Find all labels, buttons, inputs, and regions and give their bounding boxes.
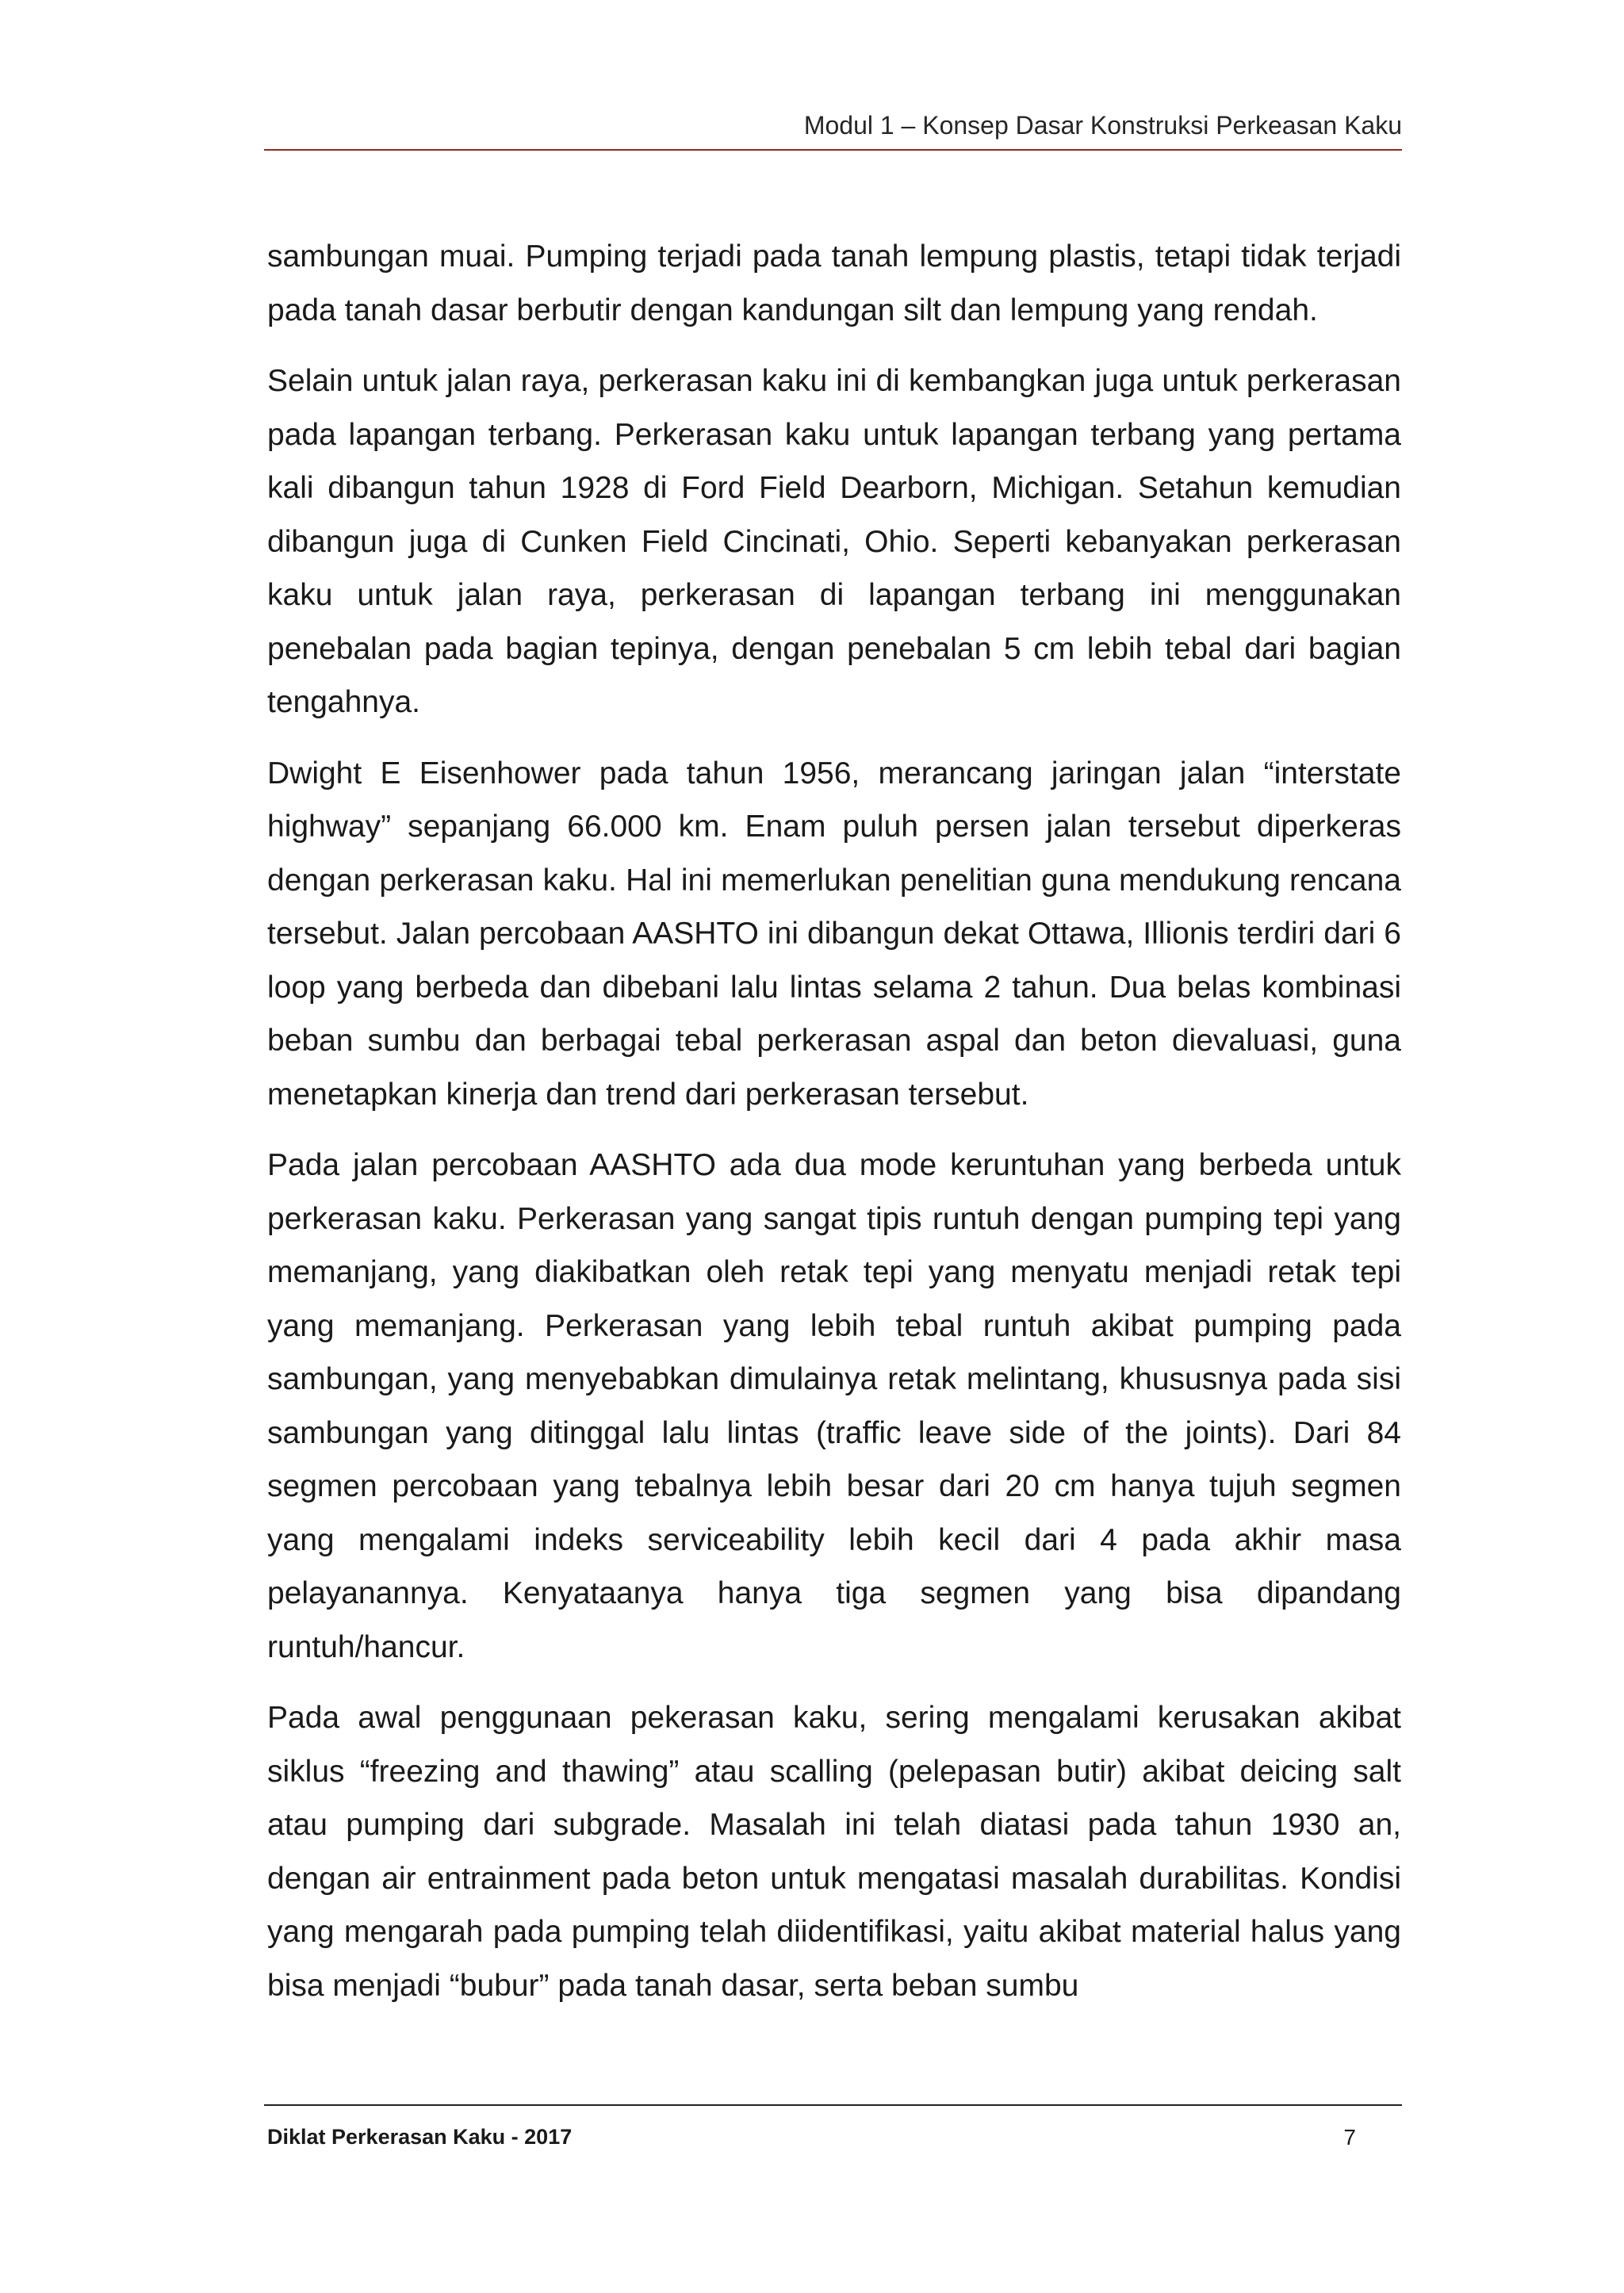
header-divider — [264, 149, 1402, 151]
running-header: Modul 1 – Konsep Dasar Konstruksi Perkeasan Kaku — [803, 111, 1402, 140]
footer-divider — [264, 2104, 1402, 2106]
footer-course-title: Diklat Perkerasan Kaku - 2017 — [267, 2125, 573, 2149]
paragraph: Pada jalan percobaan AASHTO ada dua mode keruntuhan yang berbeda untuk perkerasan kaku. Perkerasan yang sangat tipis runtuh dengan pumping tepi yang memanjang, yang diakibatkan oleh retak tepi yang menyatu menjadi retak tepi yang memanjang. Perkerasan yang lebih tebal runtuh akibat pumping pada sambungan, yang menyebabkan dimulainya retak melintang, khususnya pada sisi sambungan yang ditinggal lalu lintas (traffic leave side of the joints). Dari 84 segmen percobaan yang tebalnya lebih besar dari 20 cm hanya tujuh segmen yang mengalami indeks serviceability lebih kecil dari 4 pada akhir masa pelayanannya. Kenyataanya hanya tiga segmen yang bisa dipandang runtuh/hancur. — [267, 1148, 1401, 1664]
body-text — [267, 230, 1401, 2030]
paragraph: sambungan muai. Pumping terjadi pada tanah lempung plastis, tetapi tidak terjadi pada tanah dasar berbutir dengan kandungan silt dan lempung yang rendah. — [267, 239, 1401, 327]
paragraph: Pada awal penggunaan pekerasan kaku, sering mengalami kerusakan akibat siklus “freezing and thawing” atau scalling (pelepasan butir) akibat deicing salt atau pumping dari subgrade. Masalah ini telah diatasi pada tahun 1930 an, dengan air entrainment pada beton untuk mengatasi masalah durabilitas. Kondisi yang mengarah pada pumping telah diidentifikasi, yaitu akibat material halus yang bisa menjadi “bubur” pada tanah dasar, serta beban sumbu — [267, 1701, 1401, 2003]
paragraph: Selain untuk jalan raya, perkerasan kaku ini di kembangkan juga untuk perkerasan pada lapangan terbang. Perkerasan kaku untuk lapangan terbang yang pertama kali dibangun tahun 1928 di Ford Field Dearborn, Michigan. Setahun kemudian dibangun juga di Cunken Field Cincinati, Ohio. Seperti kebanyakan perkerasan kaku untuk jalan raya, perkerasan di lapangan terbang ini menggunakan penebalan pada bagian tepinya, dengan penebalan 5 cm lebih tebal dari bagian tengahnya. — [267, 364, 1401, 719]
page-number: 7 — [1343, 2125, 1356, 2149]
paragraph: Dwight E Eisenhower pada tahun 1956, merancang jaringan jalan “interstate highway” sepanjang 66.000 km. Enam puluh persen jalan tersebut diperkeras dengan perkerasan kaku. Hal ini memerlukan penelitian guna mendukung rencana tersebut. Jalan percobaan AASHTO ini dibangun dekat Ottawa, Illionis terdiri dari 6 loop yang berbeda dan dibebani lalu lintas selama 2 tahun. Dua belas kombinasi beban sumbu dan berbagai tebal perkerasan aspal dan beton dievaluasi, guna menetapkan kinerja dan trend dari perkerasan tersebut. — [267, 756, 1401, 1112]
